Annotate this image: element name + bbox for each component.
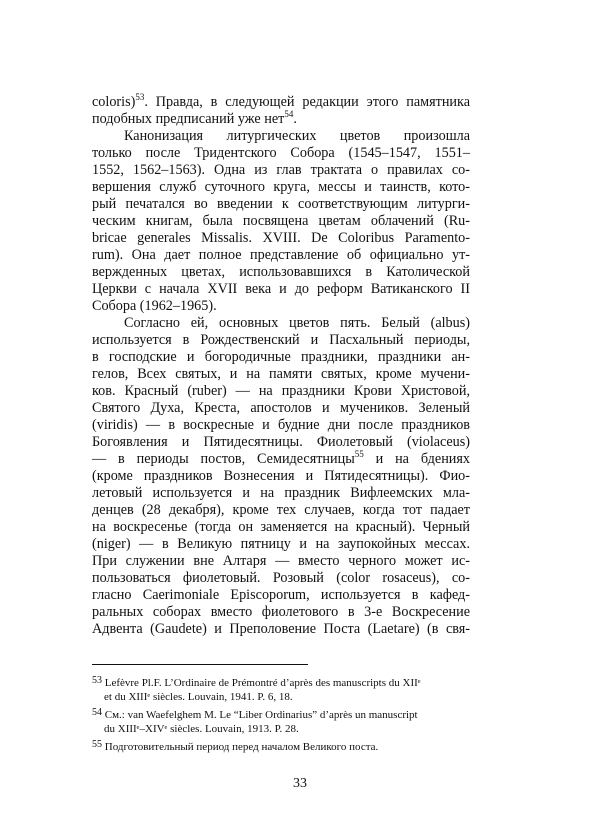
- text-segment: rum). Она дает полное представление об официально ут-: [92, 247, 470, 263]
- footnote-53-line-2: et du XIIIᵉ siècles. Louvain, 1941. P. 6, 18.: [104, 691, 293, 703]
- text-segment: рый печатался во введении к соответствующим литурги-: [92, 196, 470, 212]
- footnote-54-line-2: du XIIIᵉ–XIVᵉ siècles. Louvain, 1913. P. 28.: [104, 723, 299, 735]
- footnote-54: [92, 708, 470, 736]
- text-segment: Святого Духа, Креста, апостолов и мучеников. Зеленый: [92, 400, 470, 416]
- text-line: [92, 332, 470, 349]
- text-line: [92, 145, 470, 162]
- text-segment: ральных соборах вместо фиолетового в 3-е Воскресение: [92, 604, 470, 620]
- text-segment: ческим книгам, была посвящена цветам облачений (Ru-: [92, 213, 470, 229]
- text-segment: летовый используется и на праздник Вифлеемских мла-: [92, 485, 470, 501]
- text-line: [92, 230, 470, 247]
- text-line: [92, 570, 470, 587]
- text-line: [92, 468, 470, 485]
- text-line: [92, 196, 470, 213]
- text-segment: Церкви с начала XVII века и до реформ Ватиканского II: [92, 281, 470, 297]
- footnote-reference: 54: [284, 109, 294, 119]
- text-segment: пользоваться фиолетовый. Розовый (color rosaceus), со-: [92, 570, 470, 586]
- text-line: [92, 553, 470, 570]
- text-line: [92, 434, 470, 451]
- text-segment: bricae generales Missalis. XVIII. De Coloribus Paramento-: [92, 230, 470, 246]
- text-segment: Собора (1962–1965).: [92, 298, 217, 314]
- text-segment: coloris): [92, 94, 136, 110]
- text-segment: Согласно ей, основных цветов пять. Белый (albus): [124, 315, 470, 331]
- text-segment: в господские и богородичные праздники, праздники ан-: [92, 349, 470, 365]
- footnote-55: [92, 740, 470, 754]
- text-segment: (viridis) — в воскресные и будние дни после праздников: [92, 417, 470, 433]
- text-segment: вержденных цветах, использовавшихся в Католической: [92, 264, 470, 280]
- text-line: [92, 400, 470, 417]
- text-line: [92, 264, 470, 281]
- text-line: [92, 213, 470, 230]
- text-segment: используется в Рождественский и Пасхальный периоды,: [92, 332, 470, 348]
- text-segment: 1552, 1562–1563). Одна из глав трактата о правилах со-: [92, 162, 470, 178]
- text-segment: вершения служб суточного круга, мессы и таинств, кото-: [92, 179, 470, 195]
- footnote-54-number: 54: [92, 707, 102, 718]
- text-line: [92, 502, 470, 519]
- footnote-54-line-1: [92, 708, 470, 722]
- footnote-separator: [92, 664, 308, 665]
- text-segment: — в периоды постов, Семидесятницы: [92, 451, 355, 467]
- body-text: [92, 94, 470, 638]
- text-line: [92, 519, 470, 536]
- text-segment: гласно Caerimoniale Episcoporum, используется в кафед-: [92, 587, 470, 603]
- footnote-54-text-1: См.: van Waefelghem M. Le “Liber Ordinarius” d’après un manuscript: [104, 709, 418, 721]
- text-line: [92, 128, 470, 145]
- text-line: [92, 587, 470, 604]
- text-line: [92, 111, 470, 128]
- footnote-55-text-1: Подготовительный период перед началом Великого поста.: [104, 741, 379, 753]
- text-segment: подобных предписаний уже нет: [92, 111, 285, 127]
- footnote-reference: 55: [354, 449, 364, 459]
- text-segment: Канонизация литургических цветов произошла: [124, 128, 470, 144]
- text-segment: Богоявления и Пятидесятницы. Фиолетовый (violaceus): [92, 434, 470, 450]
- text-segment: . Правда, в следующей редакции этого памятника: [144, 94, 470, 110]
- footnote-53-text-1: Lefèvre Pl.F. L’Ordinaire de Prémontré d’après des manuscripts du XIIᵉ: [104, 677, 421, 689]
- text-line: [92, 604, 470, 621]
- text-line: [92, 366, 470, 383]
- text-line: [92, 417, 470, 434]
- text-line: [92, 179, 470, 196]
- footnote-53: [92, 676, 470, 704]
- text-line: [92, 536, 470, 553]
- page-number: 33: [293, 776, 307, 791]
- text-segment: (niger) — в Великую пятницу и на заупокойных мессах.: [92, 536, 470, 552]
- text-line: [92, 315, 470, 332]
- footnote-53-number: 53: [92, 675, 102, 686]
- text-segment: денцев (28 декабря), кроме тех случаев, когда тот падает: [92, 502, 470, 518]
- text-segment: на воскресенье (тогда он заменяется на красный). Черный: [92, 519, 470, 535]
- text-segment: только после Тридентского Собора (1545–1547, 1551–: [92, 145, 470, 161]
- text-line: [92, 162, 470, 179]
- text-line: [92, 349, 470, 366]
- text-segment: .: [293, 111, 297, 127]
- footnote-55-number: 55: [92, 739, 102, 750]
- text-segment: (кроме праздников Вознесения и Пятидесятницы). Фио-: [92, 468, 470, 484]
- text-line: [92, 621, 470, 638]
- text-segment: Адвента (Gaudete) и Преполовение Поста (Laetare) (в свя-: [92, 621, 470, 637]
- footnote-reference: 53: [135, 92, 145, 102]
- footnote-55-line-1: [92, 740, 470, 754]
- footnotes: [92, 676, 470, 754]
- text-line: [92, 281, 470, 298]
- text-segment: и на бдениях: [363, 451, 471, 467]
- text-segment: ков. Красный (ruber) — на праздники Крови Христовой,: [92, 383, 470, 399]
- text-line: [92, 298, 470, 315]
- text-line: [92, 451, 470, 468]
- footnote-53-line-1: [92, 676, 470, 690]
- text-line: [92, 383, 470, 400]
- text-line: [92, 94, 470, 111]
- text-line: [92, 247, 470, 264]
- text-line: [92, 485, 470, 502]
- text-segment: гелов, Всех святых, и на памяти святых, кроме мучени-: [92, 366, 470, 382]
- text-segment: При служении вне Алтаря — вместо черного может ис-: [92, 553, 470, 569]
